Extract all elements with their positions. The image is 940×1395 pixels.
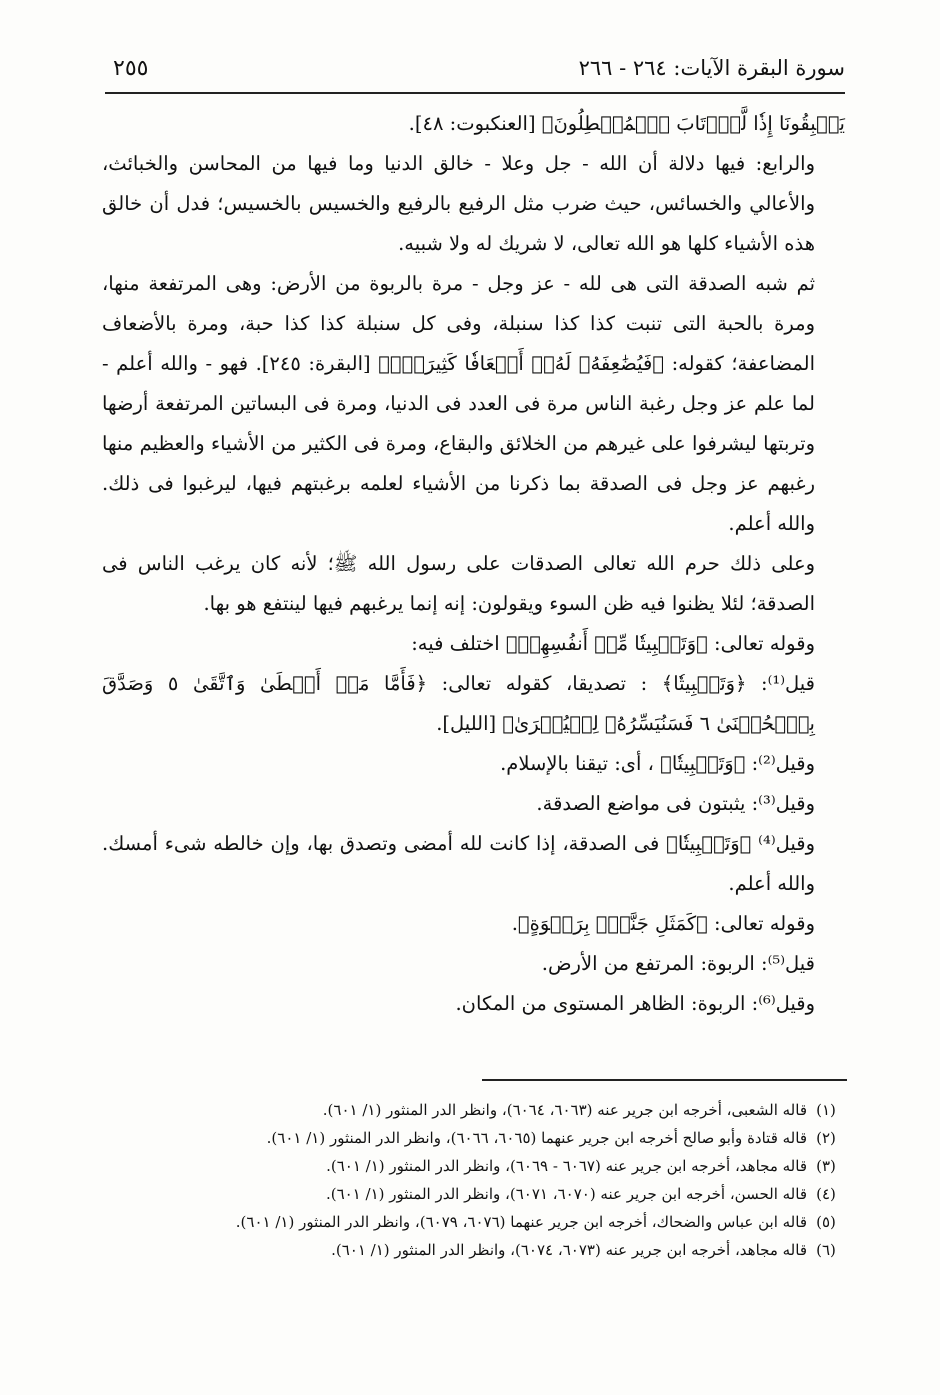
- running-title: سورة البقرة الآيات: ٢٦٤ - ٢٦٦: [578, 56, 845, 80]
- footnote-number: (٦): [816, 1241, 836, 1259]
- footnote-text: قاله قتادة وأبو صالح أخرجه ابن جرير عنهما (٦٠٦٥، ٦٠٦٦)، وانظر الدر المنثور (١/ ٦٠١).: [266, 1129, 807, 1147]
- quran-verse-continuation: يَسۡبِقُونَا إِذٗا لَّٱرۡتَابَ ٱلۡمُبۡطِلُونَ﴾ [العنكبوت: ٤٨].: [408, 112, 845, 135]
- footnote-text: قاله مجاهد، أخرجه ابن جرير عنه (٦٠٦٧ - ٦٠٦٩)، وانظر الدر المنثور (١/ ٦٠١).: [326, 1157, 807, 1175]
- footnotes: [102, 1096, 845, 1264]
- footnote-number: (٣): [816, 1157, 836, 1175]
- footnote-text: قاله الحسن، أخرجه ابن جرير عنه (٦٠٧٠، ٦٠٧١)، وانظر الدر المنثور (١/ ٦٠١).: [325, 1185, 807, 1203]
- paragraph-opinion-2: وقيل⁽²⁾: ﴿وَتَثۡبِيتٗا﴾ ، أى: تيقنا بالإسلام.: [500, 752, 815, 775]
- paragraph-tathbit-intro: وقوله تعالى: ﴿وَتَثۡبِيتٗا مِّنۡ أَنفُسِهِمۡ﴾ اختلف فيه:: [411, 632, 815, 655]
- main-text: [102, 104, 845, 1024]
- footnote-text: قاله مجاهد، أخرجه ابن جرير عنه (٦٠٧٣، ٦٠٧٤)، وانظر الدر المنثور (١/ ٦٠١).: [331, 1241, 807, 1259]
- page-header: [105, 50, 845, 94]
- paragraph-opinion-4: وقيل⁽⁴⁾ ﴿وَتَثۡبِيتٗا﴾ فى الصدقة، إذا كانت لله أمضى وتصدق بها، وإن خالطه شىء أمسك. والله أعلم.: [102, 832, 815, 895]
- paragraph-opinion-5: قيل⁽⁵⁾: الربوة: المرتفع من الأرض.: [541, 952, 815, 975]
- footnote-number: (١): [816, 1101, 836, 1119]
- footnote-number: (٥): [816, 1213, 836, 1231]
- footnote-number: (٤): [816, 1185, 836, 1203]
- paragraph-rabwa-intro: وقوله تعالى: ﴿كَمَثَلِ جَنَّةِۭ بِرَبۡوَةٍ﴾.: [511, 912, 815, 935]
- footnote-item: [102, 1124, 845, 1152]
- paragraph-opinion-1: قيل⁽¹⁾: ﴿وَتَثۡبِيتٗا﴾ : تصديقا، كقوله تعالى: ﴿فَأَمَّا مَنۡ أَعۡطَىٰ وَٱتَّقَىٰ ٥ وَصَدَّقَ بِٱلۡحُسۡنَىٰ ٦ فَسَنُيَسِّرُهُۥ لِلۡيُسۡرَىٰ﴾ [الليل].: [102, 672, 815, 735]
- footnote-item: [102, 1236, 845, 1264]
- footnote-item: [102, 1208, 845, 1236]
- footnote-item: [102, 1096, 845, 1124]
- footnote-item: [102, 1180, 845, 1208]
- footnote-number: (٢): [816, 1129, 836, 1147]
- footnote-item: [102, 1152, 845, 1180]
- footnote-text: قاله الشعبى، أخرجه ابن جرير عنه (٦٠٦٣، ٦٠٦٤)، وانظر الدر المنثور (١/ ٦٠١).: [322, 1101, 807, 1119]
- page-number: ٢٥٥: [113, 56, 149, 81]
- paragraph-opinion-6: وقيل⁽⁶⁾: الربوة: الظاهر المستوى من المكان.: [455, 992, 815, 1015]
- paragraph-prophet-charity: وعلى ذلك حرم الله تعالى الصدقات على رسول الله ﷺ؛ لأنه كان يرغب الناس فى الصدقة؛ لئلا يظنوا فيه ظن السوء ويقولون: إنه إنما يرغبهم فيها لينتفع هو بها.: [102, 552, 815, 615]
- paragraph-opinion-3: وقيل⁽³⁾: يثبتون فى مواضع الصدقة.: [536, 792, 815, 815]
- footnote-divider: [482, 1079, 847, 1081]
- footnote-text: قاله ابن عباس والضحاك، أخرجه ابن جرير عنهما (٦٠٧٦، ٦٠٧٩)، وانظر الدر المنثور (١/ ٦٠١).: [235, 1213, 807, 1231]
- paragraph-fourth-point: والرابع: فيها دلالة أن الله - جل وعلا - خالق الدنيا وما فيها من المحاسن والخبائث، والأعالي والخسائس، حيث ضرب مثل الرفيع بالرفيع والخسيس بالخسيس؛ فدل أن خالق هذه الأشياء كلها هو الله تعالى، لا شريك له ولا شبيه.: [102, 152, 815, 255]
- paragraph-charity-comparison: ثم شبه الصدقة التى هى لله - عز وجل - مرة بالربوة من الأرض: وهى المرتفعة منها، ومرة بالحبة التى تنبت كذا كذا سنبلة، وفى كل سنبلة كذا كذا حبة، ومرة بالأضعاف المضاعفة؛ كقوله: ﴿فَيُضَٰعِفَهُۥ لَهُۥٓ أَضۡعَافٗا كَثِيرَةٗۚ﴾ [البقرة: ٢٤٥]. فهو - والله أعلم - لما علم عز وجل رغبة الناس مرة فى العدد فى الدنيا، ومرة فى البساتين المرتفعة أرضها وتربتها ليشرفوا على غيرهم من الخلائق والبقاع، ومرة فى الكثير من الأشياء والعظيم منها رغبهم عز وجل فى الصدقة بما ذكرنا من الأشياء لعلمه برغبتهم فيها، ليرغبوا فى ذلك. والله أعلم.: [102, 272, 815, 535]
